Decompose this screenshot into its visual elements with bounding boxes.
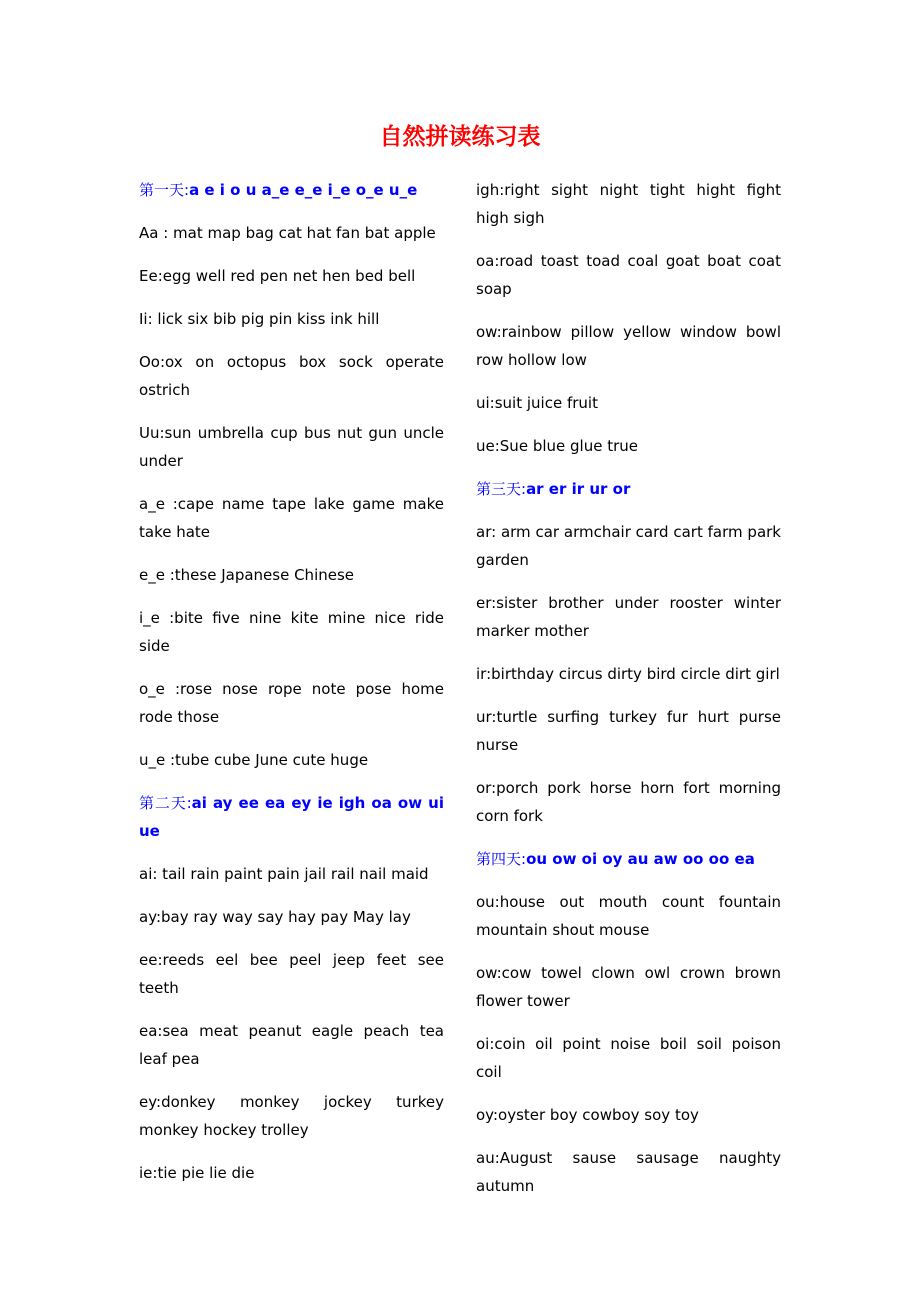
phonics-line: e_e :these Japanese Chinese xyxy=(139,566,355,584)
day-3-heading xyxy=(476,475,781,503)
right-column xyxy=(476,176,781,1215)
day-phonics: ai ay ee ea ey ie igh oa ow ui ue xyxy=(139,794,445,840)
phonics-line: Uu:sun umbrella cup bus nut gun uncle under xyxy=(139,424,444,470)
day-2-heading xyxy=(139,789,444,845)
phonics-line: ou:house out mouth count fountain mountain shout mouse xyxy=(476,893,781,939)
day-label: 第三天: xyxy=(476,480,527,498)
left-column xyxy=(139,176,444,1202)
phonics-line: oy:oyster boy cowboy soy toy xyxy=(476,1106,699,1124)
day-label: 第一天: xyxy=(139,181,190,199)
phonics-line: igh:right sight night tight hight fight high sigh xyxy=(476,181,781,227)
day-phonics: ou ow oi oy au aw oo oo ea xyxy=(526,850,755,868)
phonics-line: a_e :cape name tape lake game make take hate xyxy=(139,495,444,541)
phonics-line: au:August sause sausage naughty autumn xyxy=(476,1149,781,1195)
phonics-line: er:sister brother under rooster winter marker mother xyxy=(476,594,781,640)
phonics-line: or:porch pork horse horn fort morning corn fork xyxy=(476,779,781,825)
phonics-line: ue:Sue blue glue true xyxy=(476,437,638,455)
phonics-line: oi:coin oil point noise boil soil poison coil xyxy=(476,1035,781,1081)
phonics-line: Oo:ox on octopus box sock operate ostrich xyxy=(139,353,444,399)
day-1-heading xyxy=(139,176,444,204)
phonics-line: o_e :rose nose rope note pose home rode those xyxy=(139,680,444,726)
day-label: 第四天: xyxy=(476,850,527,868)
phonics-line: ow:cow towel clown owl crown brown flower tower xyxy=(476,964,781,1010)
phonics-line: ai: tail rain paint pain jail rail nail maid xyxy=(139,865,429,883)
day-label: 第二天: xyxy=(139,794,192,812)
phonics-line: ie:tie pie lie die xyxy=(139,1164,255,1182)
phonics-line: ea:sea meat peanut eagle peach tea leaf pea xyxy=(139,1022,444,1068)
phonics-line: Ee:egg well red pen net hen bed bell xyxy=(139,267,416,285)
page-title: 自然拼读练习表 xyxy=(379,124,541,150)
day-phonics: a e i o u a_e e_e i_e o_e u_e xyxy=(189,181,418,199)
phonics-line: ir:birthday circus dirty bird circle dirt girl xyxy=(476,665,780,683)
phonics-line: u_e :tube cube June cute huge xyxy=(139,751,369,769)
phonics-line: Ii: lick six bib pig pin kiss ink hill xyxy=(139,310,380,328)
phonics-line: ow:rainbow pillow yellow window bowl row hollow low xyxy=(476,323,781,369)
phonics-line: ay:bay ray way say hay pay May lay xyxy=(139,908,411,926)
phonics-line: ey:donkey monkey jockey turkey monkey hockey trolley xyxy=(139,1093,444,1139)
phonics-line: oa:road toast toad coal goat boat coat soap xyxy=(476,252,781,298)
phonics-line: ee:reeds eel bee peel jeep feet see teeth xyxy=(139,951,444,997)
day-phonics: ar er ir ur or xyxy=(526,480,631,498)
phonics-line: ui:suit juice fruit xyxy=(476,394,598,412)
phonics-line: i_e :bite five nine kite mine nice ride side xyxy=(139,609,444,655)
day-4-heading xyxy=(476,845,781,873)
phonics-line: ur:turtle surfing turkey fur hurt purse nurse xyxy=(476,708,781,754)
phonics-line: Aa : mat map bag cat hat fan bat apple xyxy=(139,224,436,242)
phonics-line: ar: arm car armchair card cart farm park garden xyxy=(476,523,781,569)
